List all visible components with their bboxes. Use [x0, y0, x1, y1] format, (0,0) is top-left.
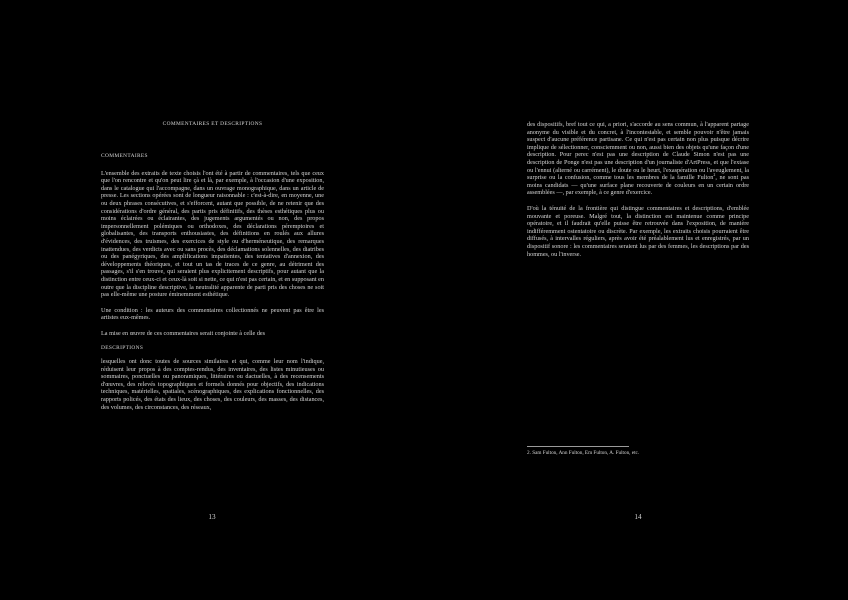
- section-title: COMMENTAIRES ET DESCRIPTIONS: [162, 121, 263, 127]
- paragraph-dispositifs: [527, 121, 749, 197]
- right-page-text-column: [527, 121, 749, 266]
- paragraph-frontiere: D'où la ténuité de la frontière qui distingue commentaires et descriptions, d'emblée mouvante et poreuse. Malgré tout, la distinction est maintenue comme principe opératoire, et il faudrait qu'elle puisse être retrouvée dans l'exposition, de manière indifféremment ostentatoire ou discrète. Par exemple, les extraits choisis pourraient être diffusés, à intervalles réguliers, après avoir été préalablement lus et enregistrés, par un dispositif sonore : les commentaires seraient lus par des femmes, les descriptions par des hommes, ou l'inverse.: [527, 204, 749, 258]
- footnote-rule: [527, 446, 629, 447]
- subheading-commentaires: COMMENTAIRES: [101, 153, 148, 159]
- paragraph-dispositifs-part-2: , ne sont pas moins candidats — qu'une surface plane recouverte de couleurs en un certain ordre assemblées —, par exemple, à ce genre d'exercice.: [527, 174, 750, 197]
- left-page-text-column: [101, 153, 324, 419]
- footnote-marker: 2: [713, 172, 716, 178]
- paragraph-commentaires: L'ensemble des extraits de texte choisis l'ont été à partir de commentaires, tels que ceux que l'on rencontre et qu'on peut lire çà et là, par exemple, à l'occasion d'une exposition, dans le catalogue qui l'accompagne, dans un ouvrage monographique, dans un article de presse. Les sections opérées sont de longueur raisonnable : c'est-à-dire, en moyenne, une ou deux phrases consécutives, et s'efforcent, autant que possible, de ne retenir que des considérations d'ordre général, des partis pris définitifs, des thèses esthétiques plus ou moins éclairées ou éclairantes, des jugements argumentés ou non, des propos impersonnellement polémiques ou orthodoxes, des déclarations péremptoires et globalisantes, des transports enthousiastes, des définitions en roulés aux allures d'évidences, des truismes, des exercices de style ou d'herméneutique, des remarques inattendues, des verdicts avec ou sans procès, des déclamations solennelles, des diatribes ou des panégyriques, des amplifications impatientes, des tentatives d'annexion, des développements théoriques, et tout un tas de traces de ce genre, au détriment des passages, s'il s'en trouve, qui seraient plus explicitement descriptifs, pour autant que la distinction entre ceux-ci et ceux-là soit si nette, ce qui n'est pas certain, et en supposant en outre que la discipline descriptive, la neutralité apparente de parti pris des choses ne soit pas elle-même une posture éminemment esthétique.: [101, 169, 324, 299]
- right-page: [424, 0, 848, 600]
- paragraph-descriptions: lesquelles ont donc toutes de sources similaires et qui, comme leur nom l'indique, réduisent leur propos à des comptes-rendus, des inventaires, des listes minutieuses ou sommaires, ponctuelles ou panoramiques, littéraires ou dactuelles, à des recensements d'œuvres, des relevés topographiques et formels donnés pour objectifs, des indications techniques, matérielles, spatiales, scénographiques, des explications fonctionnelles, des rapports policés, des états des lieux, des choses, des couleurs, des masses, des distances, des volumes, des circonstances, des réseaux,: [101, 358, 324, 411]
- page-number-left: 13: [208, 513, 216, 521]
- paragraph-condition: Une condition : les auteurs des commentaires collectionnés ne peuvent pas être les artistes eux-mêmes.: [101, 306, 324, 322]
- footnote: 2. Sam Fulton, Ann Fulton, Em Fulton, A. Fulton, etc.: [527, 450, 640, 456]
- page-number-right: 14: [634, 513, 642, 521]
- paragraph-mise-en-oeuvre: La mise en œuvre de ces commentaires serait conjointe à celle des: [101, 329, 266, 337]
- paragraph-dispositifs-part-1: des dispositifs, bref tout ce qui, a priori, s'accorde au sens commun, à l'apparent partage anonyme du visible et du concret, à l'incontestable, et semble pouvoir n'être jamais suspect d'aucune préférence partisane. Ce qui n'est pas certain non plus puisque décrire implique de sélectionner, consciemment ou non, aussi bien des objets qu'une façon d'une description. Pour perec n'est pas une description de Claude Simon n'est pas une description de Ponge n'est pas une description d'un journaliste d'ArtPress, et que l'extase ou l'ennui (alterné ou carrément), le doute ou le heurt, l'exaspération ou l'aveuglement, la surprise ou la confusion, comme tous les membres de la famille Fulton: [527, 121, 749, 182]
- subheading-descriptions: DESCRIPTIONS: [101, 345, 144, 352]
